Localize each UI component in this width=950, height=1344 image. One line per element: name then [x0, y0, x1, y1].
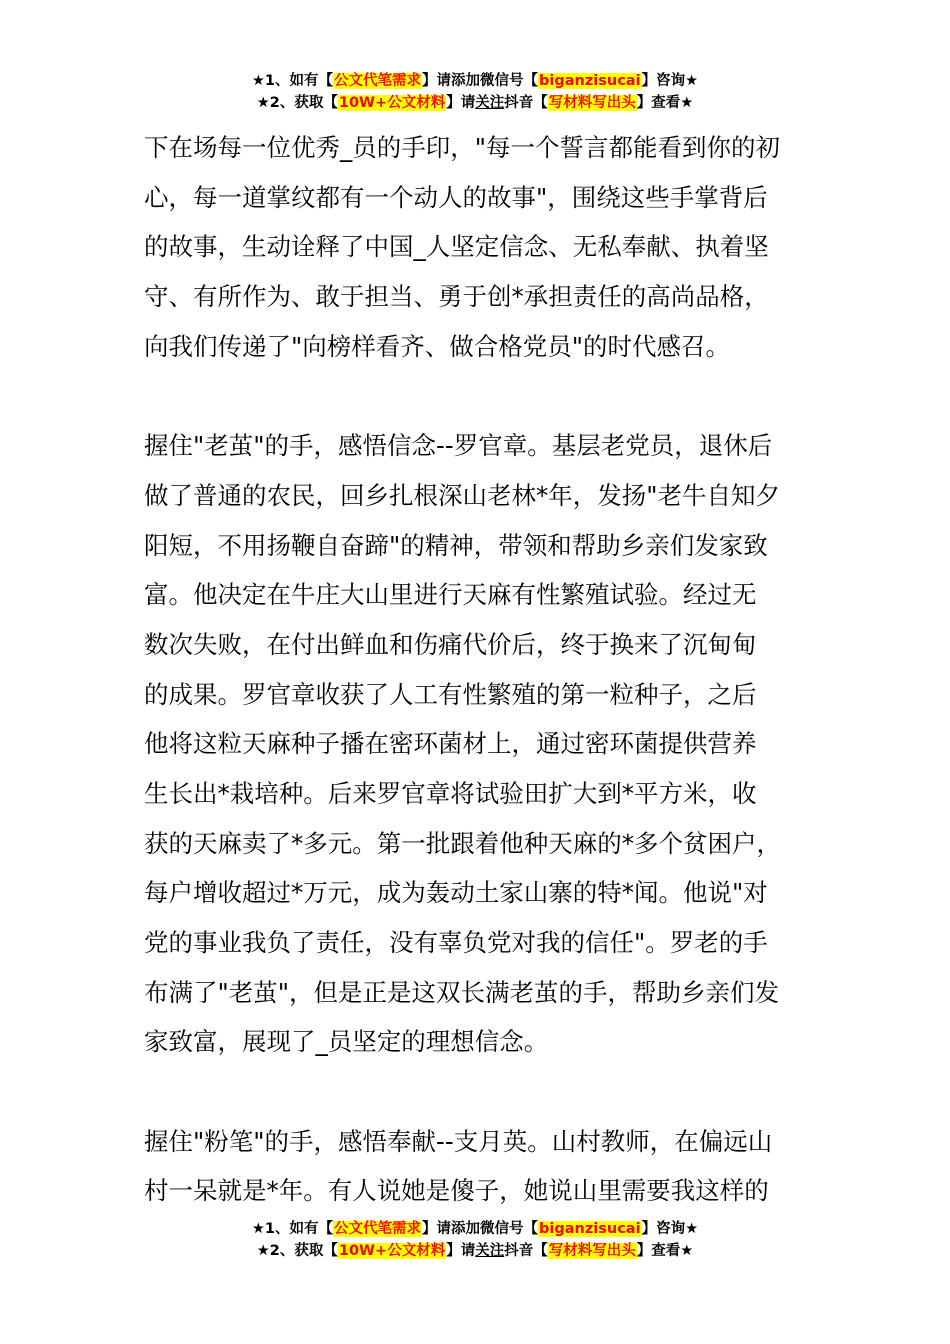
text-line: 心，每一道掌纹都有一个动人的故事"，围绕这些手掌背后	[144, 182, 768, 212]
paragraph-2	[144, 421, 834, 1067]
paragraph-gap	[144, 1067, 834, 1117]
highlight-wechat-id: biganzisucai	[539, 73, 641, 89]
paragraph-gap	[144, 371, 834, 421]
text-line: 握住"老茧"的手，感悟信念--罗官章。基层老党员，退休后	[144, 431, 773, 461]
promo-line-2: ★2、获取【10W+公文材料】请关注抖音【写材料写出头】查看★	[256, 95, 694, 111]
text-line: 数次失败，在付出鲜血和伤痛代价后，终于换来了沉甸甸	[144, 629, 757, 659]
text-line: 下在场每一位优秀_员的手印，"每一个誓言都能看到你的初	[144, 133, 781, 162]
highlight-materials: 10W+公文材料	[338, 1243, 446, 1259]
promo-line-1: ★1、如有【公文代笔需求】请添加微信号【biganzisucai】咨询★	[251, 1221, 699, 1237]
paragraph-1	[144, 123, 834, 371]
text-line: 守、有所作为、敢于担当、勇于创*承担责任的高尚品格，	[144, 282, 769, 312]
document-body	[144, 123, 834, 1216]
text-line: 握住"粉笔"的手，感悟奉献--支月英。山村教师，在偏远山	[144, 1126, 773, 1156]
promo-banner-bottom	[0, 1218, 950, 1262]
text-line: 党的事业我负了责任，没有辜负党对我的信任"。罗老的手	[144, 928, 768, 957]
text-line: 村一呆就是*年。有人说她是傻子，她说山里需要我这样的	[144, 1176, 769, 1206]
underlined-follow: 关注	[475, 95, 505, 111]
promo-line-1: ★1、如有【公文代笔需求】请添加微信号【biganzisucai】咨询★	[251, 73, 699, 89]
text-line: 获的天麻卖了*多元。第一批跟着他种天麻的*多个贫困户，	[144, 828, 781, 858]
highlight-materials: 10W+公文材料	[338, 95, 446, 111]
highlight-ghostwriting: 公文代笔需求	[334, 1221, 422, 1237]
text-line: 向我们传递了"向榜样看齐、做合格党员"的时代感召。	[144, 331, 731, 361]
text-line: 他将这粒天麻种子播在密环菌材上，通过密环菌提供营养	[144, 729, 757, 759]
text-line: 每户增收超过*万元，成为轰动土家山寨的特*闻。他说"对	[144, 878, 768, 908]
text-line: 阳短，不用扬鞭自奋蹄"的精神，带领和帮助乡亲们发家致	[144, 530, 768, 560]
text-line: 生长出*栽培种。后来罗官章将试验田扩大到*平方米，收	[144, 778, 757, 808]
text-line: 的故事，生动诠释了中国_人坚定信念、无私奉献、执着坚	[144, 232, 769, 262]
underlined-follow: 关注	[475, 1243, 505, 1259]
text-line: 的成果。罗官章收获了人工有性繁殖的第一粒种子，之后	[144, 679, 757, 709]
promo-banner-top	[0, 70, 950, 114]
promo-line-2: ★2、获取【10W+公文材料】请关注抖音【写材料写出头】查看★	[256, 1243, 694, 1259]
text-line: 家致富，展现了_员坚定的理想信念。	[144, 1027, 549, 1057]
highlight-ghostwriting: 公文代笔需求	[334, 73, 422, 89]
highlight-wechat-id: biganzisucai	[539, 1221, 641, 1237]
text-line: 布满了"老茧"，但是正是这双长满老茧的手，帮助乡亲们发	[144, 977, 780, 1007]
highlight-douyin: 写材料写出头	[548, 95, 636, 111]
paragraph-3	[144, 1117, 834, 1216]
highlight-douyin: 写材料写出头	[548, 1243, 636, 1259]
text-line: 富。他决定在牛庄大山里进行天麻有性繁殖试验。经过无	[144, 580, 757, 610]
text-line: 做了普通的农民，回乡扎根深山老林*年，发扬"老牛自知夕	[144, 480, 781, 510]
